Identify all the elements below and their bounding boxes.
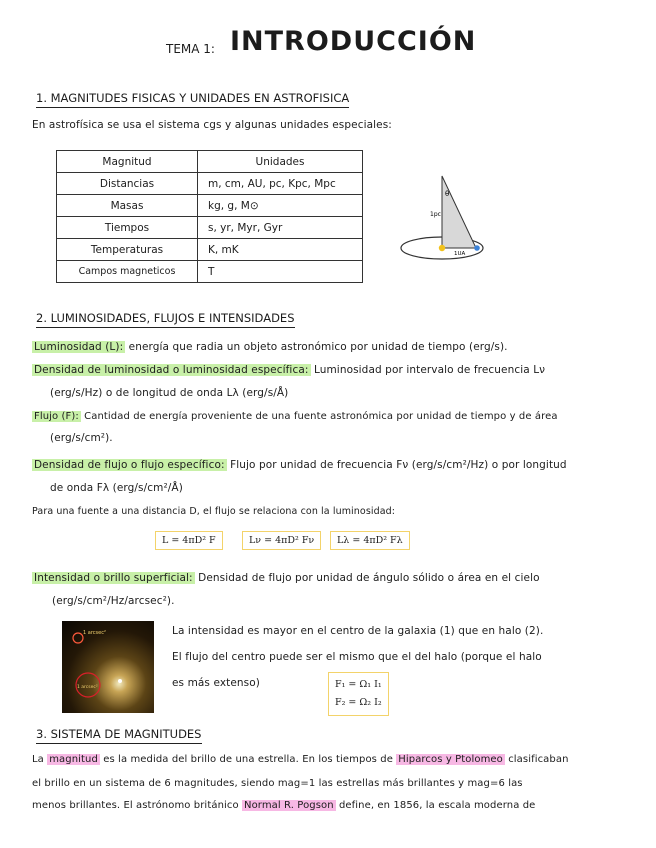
base-label: 1UA xyxy=(454,251,466,257)
galaxy-image xyxy=(62,621,154,713)
text-segment: define, en 1856, la escala moderna de xyxy=(338,800,536,811)
units-table xyxy=(56,150,363,283)
table-row xyxy=(57,239,363,261)
page-title: INTRODUCCIÓN xyxy=(230,26,477,57)
luminosity-term: Luminosidad (L): xyxy=(34,341,124,353)
flux-formula-1: F₁ = Ω₁ I₁ xyxy=(335,679,382,690)
region-1-label: 1 arcsec² xyxy=(83,630,106,636)
table-cell: m, cm, AU, pc, Kpc, Mpc xyxy=(198,173,363,195)
parallax-diagram xyxy=(398,168,494,264)
table-row xyxy=(57,217,363,239)
table-cell: Temperaturas xyxy=(57,239,198,261)
formula-box-nu: Lν = 4πD² Fν xyxy=(242,531,321,550)
text-segment: menos brillantes. El astrónomo británico xyxy=(32,800,239,811)
section1-intro: En astrofísica se usa el sistema cgs y algunas unidades especiales: xyxy=(32,119,392,131)
text-segment: es la medida del brillo de una estrella. En los tiempos de xyxy=(103,754,393,765)
flux-density-term: Densidad de flujo o flujo específico: xyxy=(34,459,225,471)
lum-density-units: (erg/s/Hz) o de longitud de onda Lλ (erg/s/Å) xyxy=(50,387,289,399)
text-segment: clasificaban xyxy=(508,754,569,765)
table-row xyxy=(57,261,363,283)
magnitudes-line-3 xyxy=(32,800,535,811)
flux-units: (erg/s/cm²). xyxy=(50,432,113,444)
intensity-term: Intensidad o brillo superficial: xyxy=(34,572,193,584)
flux-formula-2: F₂ = Ω₂ I₂ xyxy=(335,697,382,708)
lum-density-term: Densidad de luminosidad o luminosidad específica: xyxy=(34,364,309,376)
region-1-circle xyxy=(73,633,83,643)
lum-density-definition: Luminosidad por intervalo de frecuencia Lν xyxy=(313,364,546,376)
intensity-units: (erg/s/cm²/Hz/arcsec²). xyxy=(52,595,175,607)
formula-box-lambda: Lλ = 4πD² Fλ xyxy=(330,531,410,550)
pogson-highlight: Normal R. Pogson xyxy=(243,800,334,811)
table-cell: s, yr, Myr, Gyr xyxy=(198,217,363,239)
table-cell: K, mK xyxy=(198,239,363,261)
height-label: 1pc xyxy=(430,211,441,218)
magnitudes-line-2: el brillo en un sistema de 6 magnitudes, siendo mag=1 las estrellas más brillantes y mag=6 las xyxy=(32,778,523,789)
table-header-row xyxy=(57,151,363,173)
formula-box-luminosity: L = 4πD² F xyxy=(155,531,223,550)
angle-label: θ xyxy=(445,190,450,198)
lum-density-line xyxy=(32,364,545,376)
title-prefix: TEMA 1: xyxy=(166,42,215,56)
intensity-definition: Densidad de flujo por unidad de ángulo sólido o área en el cielo xyxy=(198,572,540,584)
section3-heading: 3. SISTEMA DE MAGNITUDES xyxy=(36,727,202,744)
galaxy-text-3: es más extenso) xyxy=(172,677,260,689)
flux-definition: Cantidad de energía proveniente de una fuente astronómica por unidad de tiempo y de área xyxy=(84,411,558,422)
text-segment: La xyxy=(32,754,44,765)
section2-heading: 2. LUMINOSIDADES, FLUJOS E INTENSIDADES xyxy=(36,311,295,328)
galaxy-overlay xyxy=(62,621,154,713)
table-cell: Masas xyxy=(57,195,198,217)
flux-density-definition: Flujo por unidad de frecuencia Fν (erg/s/cm²/Hz) o por longitud xyxy=(230,459,567,471)
intensity-line xyxy=(32,572,540,584)
table-cell: kg, g, M⊙ xyxy=(198,195,363,217)
flux-density-units: de onda Fλ (erg/s/cm²/Å) xyxy=(50,482,183,494)
region-2-label: 1 arcsec² xyxy=(77,685,98,690)
table-cell: T xyxy=(198,261,363,283)
section1-heading: 1. MAGNITUDES FISICAS Y UNIDADES EN ASTROFISICA xyxy=(36,91,349,108)
table-row xyxy=(57,195,363,217)
table-cell: Campos magneticos xyxy=(57,261,198,283)
sun-dot xyxy=(439,245,445,251)
magnitudes-line-1 xyxy=(32,754,569,765)
luminosity-line xyxy=(32,341,508,353)
galaxy-text-1: La intensidad es mayor en el centro de la galaxia (1) que en halo (2). xyxy=(172,625,544,637)
flux-formula-box xyxy=(328,672,389,716)
flux-line xyxy=(32,411,558,422)
parallax-triangle xyxy=(442,176,476,248)
flux-term: Flujo (F): xyxy=(34,411,79,422)
flux-density-line xyxy=(32,459,567,471)
bright-star xyxy=(118,679,122,683)
relation-text: Para una fuente a una distancia D, el flujo se relaciona con la luminosidad: xyxy=(32,506,396,517)
hipparchus-ptolemy-highlight: Hiparcos y Ptolomeo xyxy=(398,754,503,765)
table-header-cell: Magnitud xyxy=(57,151,198,173)
galaxy-text-2: El flujo del centro puede ser el mismo que el del halo (porque el halo xyxy=(172,651,542,663)
table-row xyxy=(57,173,363,195)
table-header-cell: Unidades xyxy=(198,151,363,173)
table-cell: Distancias xyxy=(57,173,198,195)
earth-dot xyxy=(474,245,480,251)
table-cell: Tiempos xyxy=(57,217,198,239)
magnitude-term: magnitud xyxy=(49,754,98,765)
luminosity-definition: energía que radia un objeto astronómico por unidad de tiempo (erg/s). xyxy=(128,341,508,353)
